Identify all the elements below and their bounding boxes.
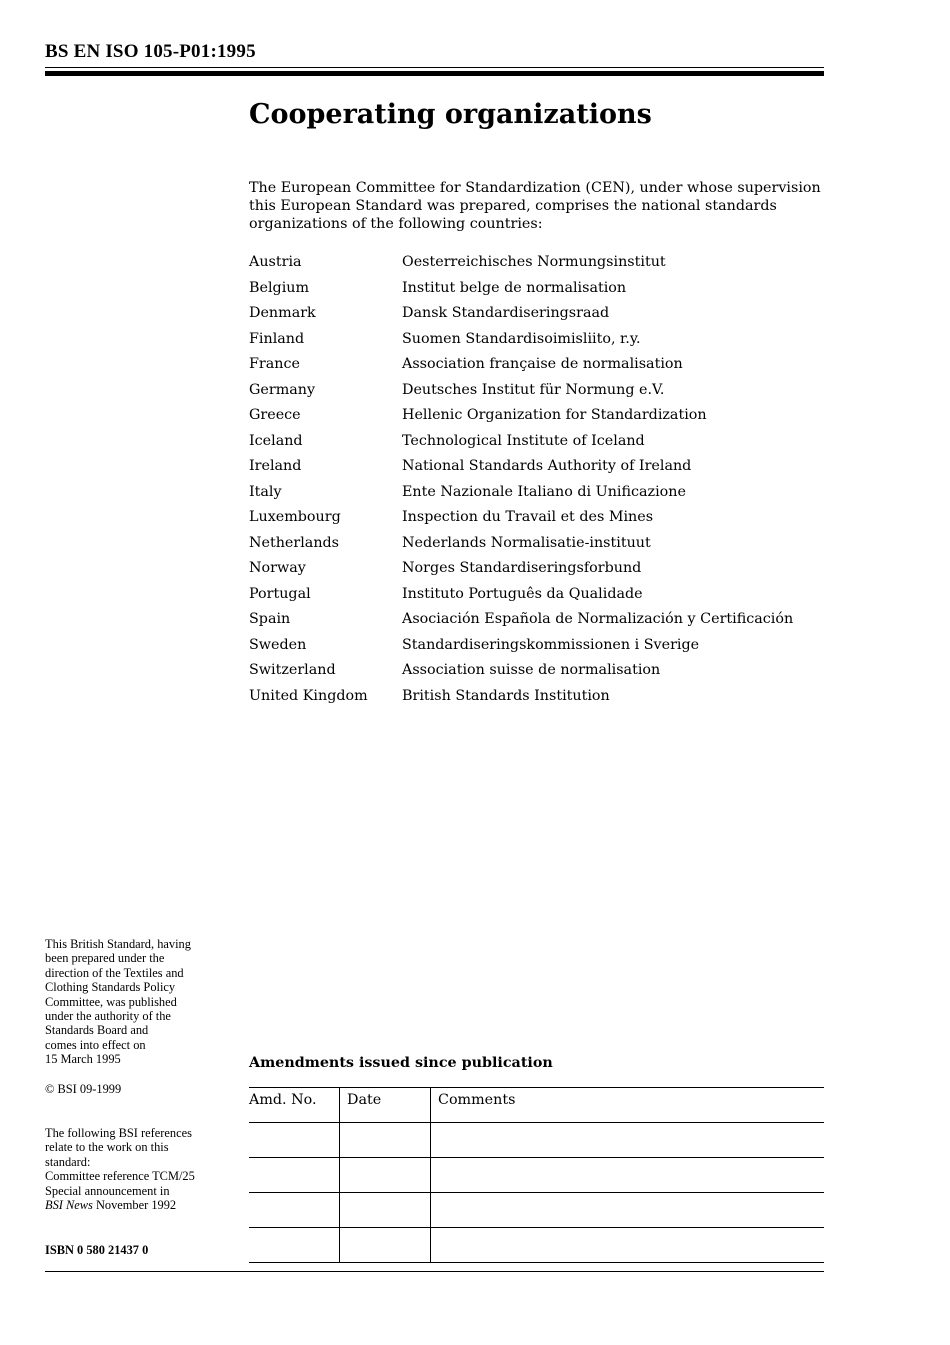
amendments-title: Amendments issued since publication (249, 1055, 553, 1071)
member-row (249, 352, 824, 378)
isbn (45, 1243, 235, 1257)
note-line: Committee, was published (45, 994, 177, 1009)
member-row (249, 276, 824, 302)
member-row (249, 250, 824, 276)
column-header-comments: Comments (438, 1092, 516, 1108)
member-country: Luxembourg (249, 509, 341, 525)
bsi-news-date: November 1992 (92, 1198, 177, 1213)
column-header-amd-no: Amd. No. (249, 1092, 317, 1108)
note-line: This British Standard, having (45, 937, 191, 951)
table-rule (249, 1157, 824, 1158)
member-organization: Institut belge de normalisation (402, 279, 627, 296)
header-rule-thin (45, 67, 824, 68)
member-row (249, 556, 824, 582)
reference-line: Committee reference TCM/25 (45, 1169, 195, 1184)
copyright-notice (45, 1082, 235, 1096)
member-organization: Asociación Española de Normalización y Certificación (402, 611, 794, 627)
intro-paragraph (249, 179, 824, 233)
amendments-table (249, 1087, 824, 1263)
member-row (249, 607, 824, 633)
footer-rule (45, 1271, 824, 1272)
table-rule (249, 1227, 824, 1228)
member-country: Spain (249, 611, 291, 627)
member-row (249, 505, 824, 531)
member-country: Sweden (249, 636, 307, 653)
member-country: Norway (249, 560, 306, 576)
member-organization: Dansk Standardiseringsraad (402, 305, 610, 321)
member-row (249, 684, 824, 710)
intro-line: organizations of the following countries: (249, 216, 543, 232)
member-organization: Norges Standardiseringsforbund (402, 560, 642, 576)
member-row (249, 327, 824, 353)
member-country: Italy (249, 483, 282, 500)
member-row (249, 403, 824, 429)
member-country: United Kingdom (249, 687, 368, 704)
member-organization: Hellenic Organization for Standardization (402, 407, 707, 423)
copyright-text: © BSI 09-1999 (45, 1082, 122, 1096)
member-country: Portugal (249, 585, 311, 602)
member-country: Finland (249, 330, 305, 347)
note-line: under the authority of the (45, 1009, 171, 1024)
table-rule (249, 1087, 824, 1088)
member-country: Belgium (249, 279, 310, 296)
member-organization: Oesterreichisches Normungsinstitut (402, 254, 666, 270)
page-title: Cooperating organizations (249, 99, 652, 130)
member-country: France (249, 356, 300, 372)
member-country: Austria (249, 254, 302, 270)
isbn-text: ISBN 0 580 21437 0 (45, 1243, 149, 1257)
member-row (249, 429, 824, 455)
publication-note (45, 937, 235, 1067)
note-line: Clothing Standards Policy (45, 980, 176, 995)
member-organization: Ente Nazionale Italiano di Unificazione (402, 483, 686, 500)
note-line: been prepared under the (45, 951, 165, 966)
member-organization: Inspection du Travail et des Mines (402, 509, 654, 525)
bsi-news-title: BSI News (45, 1198, 93, 1213)
member-row (249, 454, 824, 480)
member-organization: National Standards Authority of Ireland (402, 458, 692, 474)
column-divider (430, 1087, 431, 1263)
table-rule (249, 1122, 824, 1123)
member-row (249, 582, 824, 608)
member-row (249, 301, 824, 327)
reference-line: The following BSI references (45, 1126, 192, 1140)
bsi-references (45, 1126, 235, 1212)
note-line: 15 March 1995 (45, 1052, 121, 1067)
member-organization: Nederlands Normalisatie-instituut (402, 534, 651, 551)
column-header-date: Date (347, 1092, 382, 1108)
member-organization: Standardiseringskommissionen i Sverige (402, 636, 700, 653)
member-row (249, 480, 824, 506)
member-country: Germany (249, 381, 316, 398)
note-line: direction of the Textiles and (45, 965, 184, 980)
member-row (249, 633, 824, 659)
reference-line: relate to the work on this (45, 1140, 169, 1155)
member-row (249, 658, 824, 684)
member-organization: Technological Institute of Iceland (402, 432, 645, 449)
column-divider (339, 1087, 340, 1263)
table-rule (249, 1262, 824, 1263)
intro-line: this European Standard was prepared, comprises the national standards (249, 198, 777, 214)
document-code: BS EN ISO 105-P01:1995 (45, 41, 256, 62)
member-organization: British Standards Institution (402, 687, 610, 704)
reference-line: standard: (45, 1154, 91, 1169)
note-line: comes into effect on (45, 1037, 146, 1052)
member-country: Iceland (249, 432, 303, 449)
member-row (249, 531, 824, 557)
member-organization: Instituto Português da Qualidade (402, 585, 643, 602)
header-rule-thick (45, 71, 824, 76)
member-organization: Deutsches Institut für Normung e.V. (402, 381, 665, 398)
member-country: Denmark (249, 305, 316, 321)
table-rule (249, 1192, 824, 1193)
member-country: Switzerland (249, 662, 336, 678)
member-row (249, 378, 824, 404)
member-organization: Association suisse de normalisation (402, 662, 661, 678)
reference-line-publication (45, 1198, 235, 1212)
member-organization: Association française de normalisation (402, 356, 683, 372)
intro-line: The European Committee for Standardization (CEN), under whose supervision (249, 180, 821, 196)
member-country: Netherlands (249, 534, 340, 551)
member-organization: Suomen Standardisoimisliito, r.y. (402, 330, 641, 347)
reference-line: Special announcement in (45, 1183, 170, 1198)
member-country: Ireland (249, 458, 302, 474)
member-list (249, 250, 824, 709)
member-country: Greece (249, 407, 301, 423)
note-line: Standards Board and (45, 1023, 149, 1038)
